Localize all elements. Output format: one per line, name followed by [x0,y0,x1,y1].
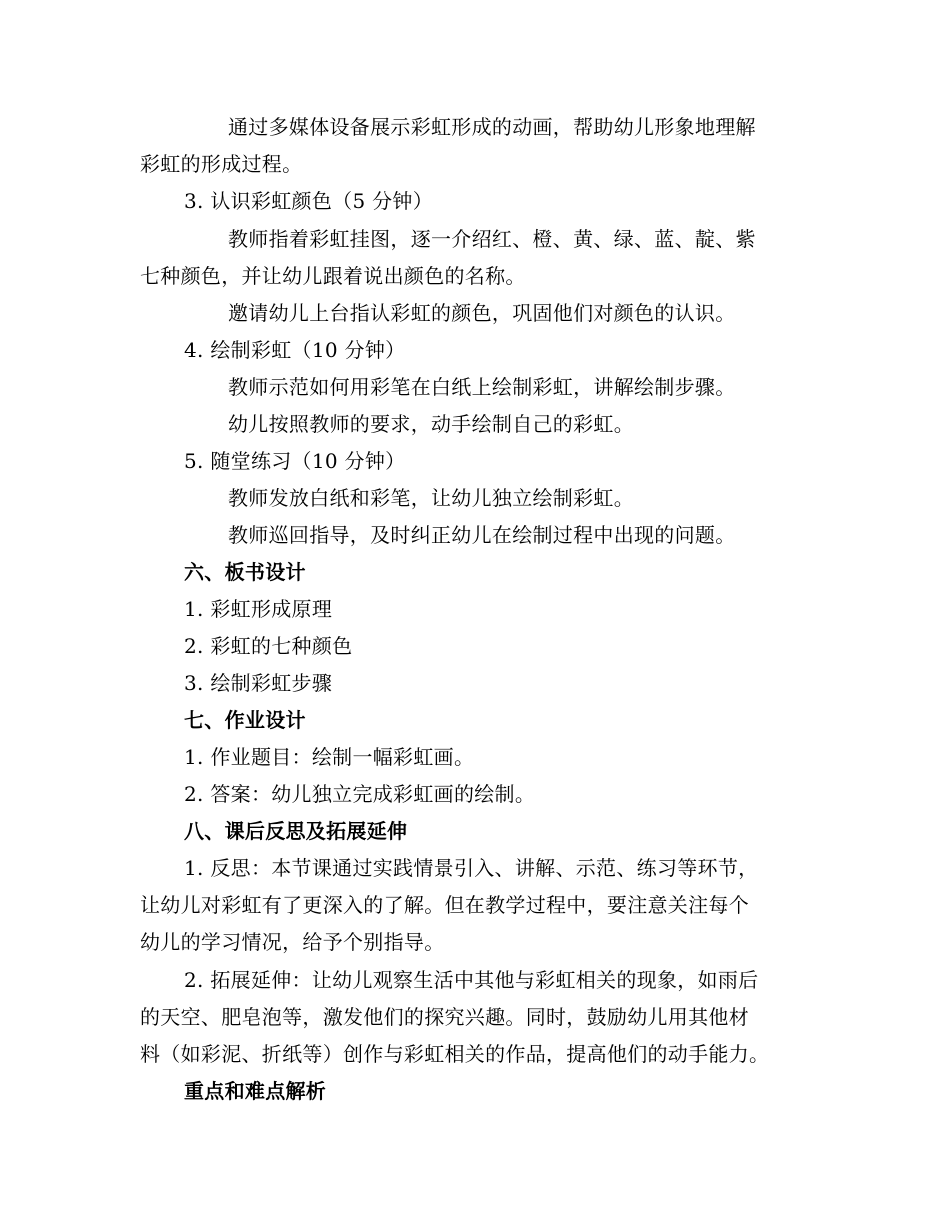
paragraph-line: 幼儿的学习情况，给予个别指导。 [140,930,445,954]
paragraph-line: 通过多媒体设备展示彩虹形成的动画，帮助幼儿形象地理解 [228,115,756,139]
paragraph-line: 邀请幼儿上台指认彩虹的颜色，巩固他们对颜色的认识。 [228,301,736,325]
list-item: 1. 反思：本节课通过实践情景引入、讲解、示范、练习等环节， [184,856,759,880]
list-item: 5. 随堂练习（10 分钟） [184,449,406,473]
list-item: 1. 作业题目：绘制一幅彩虹画。 [184,745,475,769]
paragraph-line: 教师示范如何用彩笔在白纸上绘制彩虹，讲解绘制步骤。 [228,375,736,399]
section-heading: 七、作业设计 [184,708,306,732]
list-item: 4. 绘制彩虹（10 分钟） [184,338,406,362]
paragraph-line: 教师巡回指导，及时纠正幼儿在绘制过程中出现的问题。 [228,523,736,547]
paragraph-line: 教师指着彩虹挂图，逐一介绍红、橙、黄、绿、蓝、靛、紫 [228,227,756,251]
paragraph-line: 幼儿按照教师的要求，动手绘制自己的彩虹。 [228,412,634,436]
list-item: 3. 认识彩虹颜色（5 分钟） [184,189,434,213]
list-item: 2. 答案：幼儿独立完成彩虹画的绘制。 [184,782,536,806]
section-heading: 八、课后反思及拓展延伸 [184,819,408,843]
paragraph-line: 彩虹的形成过程。 [140,152,303,176]
list-item: 3. 绘制彩虹步骤 [184,671,333,695]
list-item: 1. 彩虹形成原理 [184,597,333,621]
section-heading: 六、板书设计 [184,560,306,584]
paragraph-line: 的天空、肥皂泡等，激发他们的探究兴趣。同时，鼓励幼儿用其他材 [140,1005,749,1029]
paragraph-line: 七种颜色，并让幼儿跟着说出颜色的名称。 [140,264,526,288]
paragraph-line: 让幼儿对彩虹有了更深入的了解。但在教学过程中，要注意关注每个 [140,893,749,917]
paragraph-line: 料（如彩泥、折纸等）创作与彩虹相关的作品，提高他们的动手能力。 [140,1042,770,1066]
section-heading: 重点和难点解析 [184,1079,327,1103]
paragraph-line: 教师发放白纸和彩笔，让幼儿独立绘制彩虹。 [228,486,634,510]
list-item: 2. 彩虹的七种颜色 [184,634,353,658]
list-item: 2. 拓展延伸：让幼儿观察生活中其他与彩虹相关的现象，如雨后 [184,968,759,992]
